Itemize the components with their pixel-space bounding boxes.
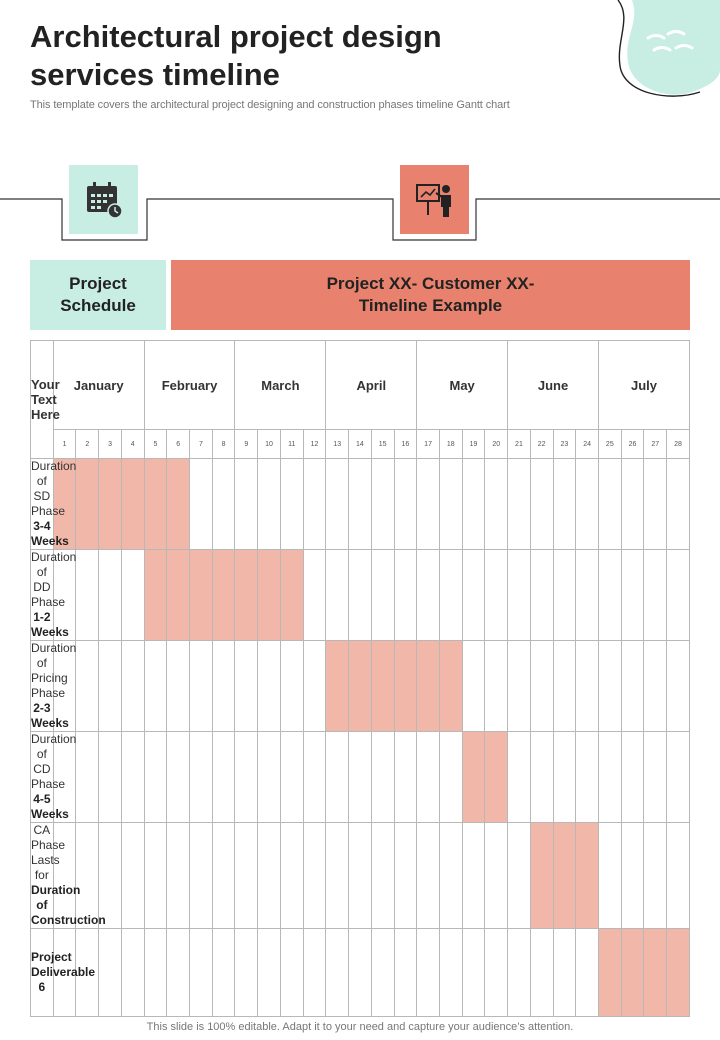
week-number: 28 <box>667 430 690 459</box>
gantt-cell <box>258 459 281 550</box>
gantt-cell <box>553 550 576 641</box>
gantt-cell <box>644 732 667 823</box>
gantt-cell <box>576 732 599 823</box>
gantt-cell <box>508 929 531 1017</box>
gantt-bar-cell <box>212 550 235 641</box>
week-number: 9 <box>235 430 258 459</box>
gantt-cell <box>121 823 144 929</box>
month-header: July <box>598 341 689 430</box>
gantt-cell <box>371 732 394 823</box>
gantt-bar-cell <box>349 641 372 732</box>
gantt-bar-cell <box>258 550 281 641</box>
gantt-cell <box>598 550 621 641</box>
gantt-cell <box>417 550 440 641</box>
gantt-cell <box>212 732 235 823</box>
gantt-cell <box>485 459 508 550</box>
task-row <box>31 550 690 641</box>
presenter-board-icon <box>414 179 456 221</box>
week-number: 27 <box>644 430 667 459</box>
gantt-cell <box>280 929 303 1017</box>
gantt-cell <box>462 929 485 1017</box>
gantt-cell <box>167 732 190 823</box>
gantt-cell <box>349 459 372 550</box>
gantt-bar-cell <box>99 459 122 550</box>
gantt-cell <box>394 732 417 823</box>
gantt-bar-cell <box>485 732 508 823</box>
task-duration-text: 2-3 Weeks <box>31 701 69 730</box>
week-number: 8 <box>212 430 235 459</box>
gantt-bar-cell <box>190 550 213 641</box>
gantt-cell <box>121 550 144 641</box>
week-number: 4 <box>121 430 144 459</box>
gantt-cell <box>258 641 281 732</box>
gantt-cell <box>167 823 190 929</box>
week-number: 21 <box>508 430 531 459</box>
month-header: March <box>235 341 326 430</box>
gantt-cell <box>190 641 213 732</box>
gantt-cell <box>621 641 644 732</box>
task-label-text: Duration of SD Phase <box>31 459 77 518</box>
gantt-cell <box>417 459 440 550</box>
gantt-cell <box>530 459 553 550</box>
gantt-bar-cell <box>621 929 644 1017</box>
gantt-cell <box>667 732 690 823</box>
task-label <box>31 823 106 929</box>
gantt-cell <box>235 929 258 1017</box>
gantt-cell <box>99 732 122 823</box>
week-number: 23 <box>553 430 576 459</box>
week-number: 14 <box>349 430 372 459</box>
week-number: 5 <box>144 430 167 459</box>
gantt-cell <box>258 732 281 823</box>
gantt-cell <box>439 732 462 823</box>
gantt-bar-cell <box>644 929 667 1017</box>
gantt-cell <box>485 641 508 732</box>
timeline-title-header: Project XX- Customer XX- Timeline Example <box>171 260 690 330</box>
week-number: 17 <box>417 430 440 459</box>
gantt-bar-cell <box>280 550 303 641</box>
gantt-cell <box>144 641 167 732</box>
gantt-bar-cell <box>144 550 167 641</box>
gantt-cell <box>621 732 644 823</box>
gantt-cell <box>508 823 531 929</box>
gantt-cell <box>349 823 372 929</box>
week-number: 7 <box>190 430 213 459</box>
month-header: January <box>53 341 144 430</box>
gantt-cell <box>576 459 599 550</box>
gantt-cell <box>121 929 144 1017</box>
gantt-cell <box>326 929 349 1017</box>
task-duration-text: 3-4 Weeks <box>31 519 69 548</box>
gantt-cell <box>576 641 599 732</box>
gantt-cell <box>235 641 258 732</box>
task-duration-text: 1-2 Weeks <box>31 610 69 639</box>
week-number: 13 <box>326 430 349 459</box>
gantt-cell <box>485 550 508 641</box>
gantt-cell <box>371 550 394 641</box>
gantt-bar-cell <box>417 641 440 732</box>
gantt-cell <box>462 550 485 641</box>
gantt-cell <box>371 823 394 929</box>
gantt-cell <box>190 459 213 550</box>
task-label-text: Duration of Pricing Phase <box>31 641 77 700</box>
gantt-cell <box>553 732 576 823</box>
gantt-cell <box>644 550 667 641</box>
gantt-cell <box>462 641 485 732</box>
task-row <box>31 929 690 1017</box>
week-number: 3 <box>99 430 122 459</box>
gantt-cell <box>303 929 326 1017</box>
gantt-cell <box>326 732 349 823</box>
gantt-cell <box>394 929 417 1017</box>
gantt-cell <box>303 550 326 641</box>
gantt-cell <box>530 550 553 641</box>
gantt-cell <box>530 641 553 732</box>
gantt-cell <box>303 459 326 550</box>
gantt-cell <box>462 459 485 550</box>
week-number: 2 <box>76 430 99 459</box>
gantt-cell <box>99 641 122 732</box>
gantt-cell <box>190 823 213 929</box>
gantt-cell <box>417 823 440 929</box>
gantt-cell <box>121 641 144 732</box>
gantt-cell <box>258 929 281 1017</box>
gantt-cell <box>439 459 462 550</box>
gantt-cell <box>212 929 235 1017</box>
corner-label: Your Text Here <box>31 341 54 459</box>
gantt-cell <box>167 929 190 1017</box>
gantt-cell <box>303 732 326 823</box>
gantt-bar-cell <box>394 641 417 732</box>
gantt-bar-cell <box>530 823 553 929</box>
gantt-cell <box>621 459 644 550</box>
gantt-cell <box>212 641 235 732</box>
week-number: 24 <box>576 430 599 459</box>
week-number: 6 <box>167 430 190 459</box>
gantt-cell <box>76 732 99 823</box>
task-duration-text: 4-5 Weeks <box>31 792 69 821</box>
week-number: 26 <box>621 430 644 459</box>
gantt-bar-cell <box>144 459 167 550</box>
gantt-cell <box>190 929 213 1017</box>
gantt-cell <box>644 641 667 732</box>
page-subtitle: This template covers the architectural project designing and construction phases timeline Gantt chart <box>30 99 510 111</box>
gantt-cell <box>621 823 644 929</box>
week-number: 16 <box>394 430 417 459</box>
calendar-clock-icon-box <box>69 165 138 234</box>
gantt-cell <box>144 929 167 1017</box>
month-header: February <box>144 341 235 430</box>
gantt-cell <box>598 459 621 550</box>
gantt-cell <box>621 550 644 641</box>
gantt-cell <box>417 929 440 1017</box>
week-number: 22 <box>530 430 553 459</box>
project-schedule-header: Project Schedule <box>30 260 166 330</box>
week-number: 1 <box>53 430 76 459</box>
gantt-cell <box>235 732 258 823</box>
gantt-cell <box>144 732 167 823</box>
gantt-cell <box>485 929 508 1017</box>
gantt-cell <box>576 550 599 641</box>
gantt-bar-cell <box>371 641 394 732</box>
gantt-cell <box>235 459 258 550</box>
gantt-cell <box>667 641 690 732</box>
gantt-cell <box>76 641 99 732</box>
gantt-cell <box>76 550 99 641</box>
gantt-cell <box>394 550 417 641</box>
gantt-cell <box>439 550 462 641</box>
task-label <box>31 732 77 823</box>
task-label <box>31 459 77 550</box>
gantt-cell <box>508 641 531 732</box>
gantt-cell <box>667 550 690 641</box>
gantt-cell <box>99 929 122 1017</box>
gantt-cell <box>235 823 258 929</box>
gantt-cell <box>212 823 235 929</box>
gantt-cell <box>167 641 190 732</box>
gantt-bar-cell <box>462 732 485 823</box>
task-duration-text: Project Deliverable 6 <box>31 950 96 994</box>
gantt-cell <box>576 929 599 1017</box>
gantt-cell <box>326 550 349 641</box>
gantt-cell <box>553 929 576 1017</box>
presenter-icon-box <box>400 165 469 234</box>
gantt-bar-cell <box>121 459 144 550</box>
gantt-bar-cell <box>167 550 190 641</box>
week-number: 18 <box>439 430 462 459</box>
task-row <box>31 459 690 550</box>
gantt-cell <box>326 459 349 550</box>
week-number: 15 <box>371 430 394 459</box>
gantt-cell <box>212 459 235 550</box>
gantt-cell <box>280 459 303 550</box>
gantt-cell <box>598 732 621 823</box>
gantt-cell <box>553 459 576 550</box>
month-header: May <box>417 341 508 430</box>
gantt-bar-cell <box>167 459 190 550</box>
gantt-cell <box>417 732 440 823</box>
week-number: 19 <box>462 430 485 459</box>
gantt-cell <box>644 823 667 929</box>
week-number: 10 <box>258 430 281 459</box>
gantt-bar-cell <box>76 459 99 550</box>
gantt-cell <box>349 732 372 823</box>
gantt-cell <box>553 641 576 732</box>
gantt-bar-cell <box>667 929 690 1017</box>
gantt-cell <box>280 823 303 929</box>
week-number: 20 <box>485 430 508 459</box>
task-row <box>31 732 690 823</box>
gantt-cell <box>598 823 621 929</box>
gantt-cell <box>326 823 349 929</box>
gantt-bar-cell <box>326 641 349 732</box>
task-label-text: Duration of DD Phase <box>31 550 77 609</box>
gantt-cell <box>439 823 462 929</box>
gantt-cell <box>462 823 485 929</box>
gantt-cell <box>598 641 621 732</box>
gantt-cell <box>349 550 372 641</box>
gantt-cell <box>303 823 326 929</box>
gantt-bar-cell <box>235 550 258 641</box>
task-duration-text: Duration of Construction <box>31 883 106 927</box>
gantt-cell <box>667 823 690 929</box>
gantt-cell <box>121 732 144 823</box>
gantt-cell <box>349 929 372 1017</box>
gantt-cell <box>394 459 417 550</box>
gantt-cell <box>144 823 167 929</box>
gantt-cell <box>530 732 553 823</box>
calendar-clock-icon <box>84 180 124 220</box>
task-label <box>31 550 77 641</box>
gantt-cell <box>644 459 667 550</box>
gantt-bar-cell <box>553 823 576 929</box>
gantt-cell <box>303 641 326 732</box>
gantt-cell <box>508 732 531 823</box>
week-number: 25 <box>598 430 621 459</box>
task-label-text: Duration of CD Phase <box>31 732 77 791</box>
task-row <box>31 823 690 929</box>
decorative-blob <box>610 0 720 102</box>
task-label <box>31 929 96 1017</box>
week-number: 12 <box>303 430 326 459</box>
gantt-cell <box>371 459 394 550</box>
gantt-cell <box>280 732 303 823</box>
gantt-cell <box>508 459 531 550</box>
task-row <box>31 641 690 732</box>
gantt-bar-cell <box>439 641 462 732</box>
gantt-cell <box>258 823 281 929</box>
gantt-cell <box>530 929 553 1017</box>
gantt-cell <box>394 823 417 929</box>
page-title: Architectural project design services timeline <box>30 19 442 92</box>
gantt-table <box>30 340 690 1017</box>
gantt-cell <box>190 732 213 823</box>
gantt-cell <box>439 929 462 1017</box>
task-label-text: CA Phase Lasts for <box>31 823 66 882</box>
month-header: June <box>508 341 599 430</box>
month-header: April <box>326 341 417 430</box>
gantt-cell <box>485 823 508 929</box>
gantt-cell <box>280 641 303 732</box>
gantt-cell <box>371 929 394 1017</box>
week-number: 11 <box>280 430 303 459</box>
gantt-cell <box>667 459 690 550</box>
gantt-bar-cell <box>598 929 621 1017</box>
task-label <box>31 641 77 732</box>
gantt-cell <box>99 550 122 641</box>
gantt-cell <box>508 550 531 641</box>
footer-note: This slide is 100% editable. Adapt it to your need and capture your audience’s attention. <box>146 1021 574 1033</box>
gantt-bar-cell <box>576 823 599 929</box>
